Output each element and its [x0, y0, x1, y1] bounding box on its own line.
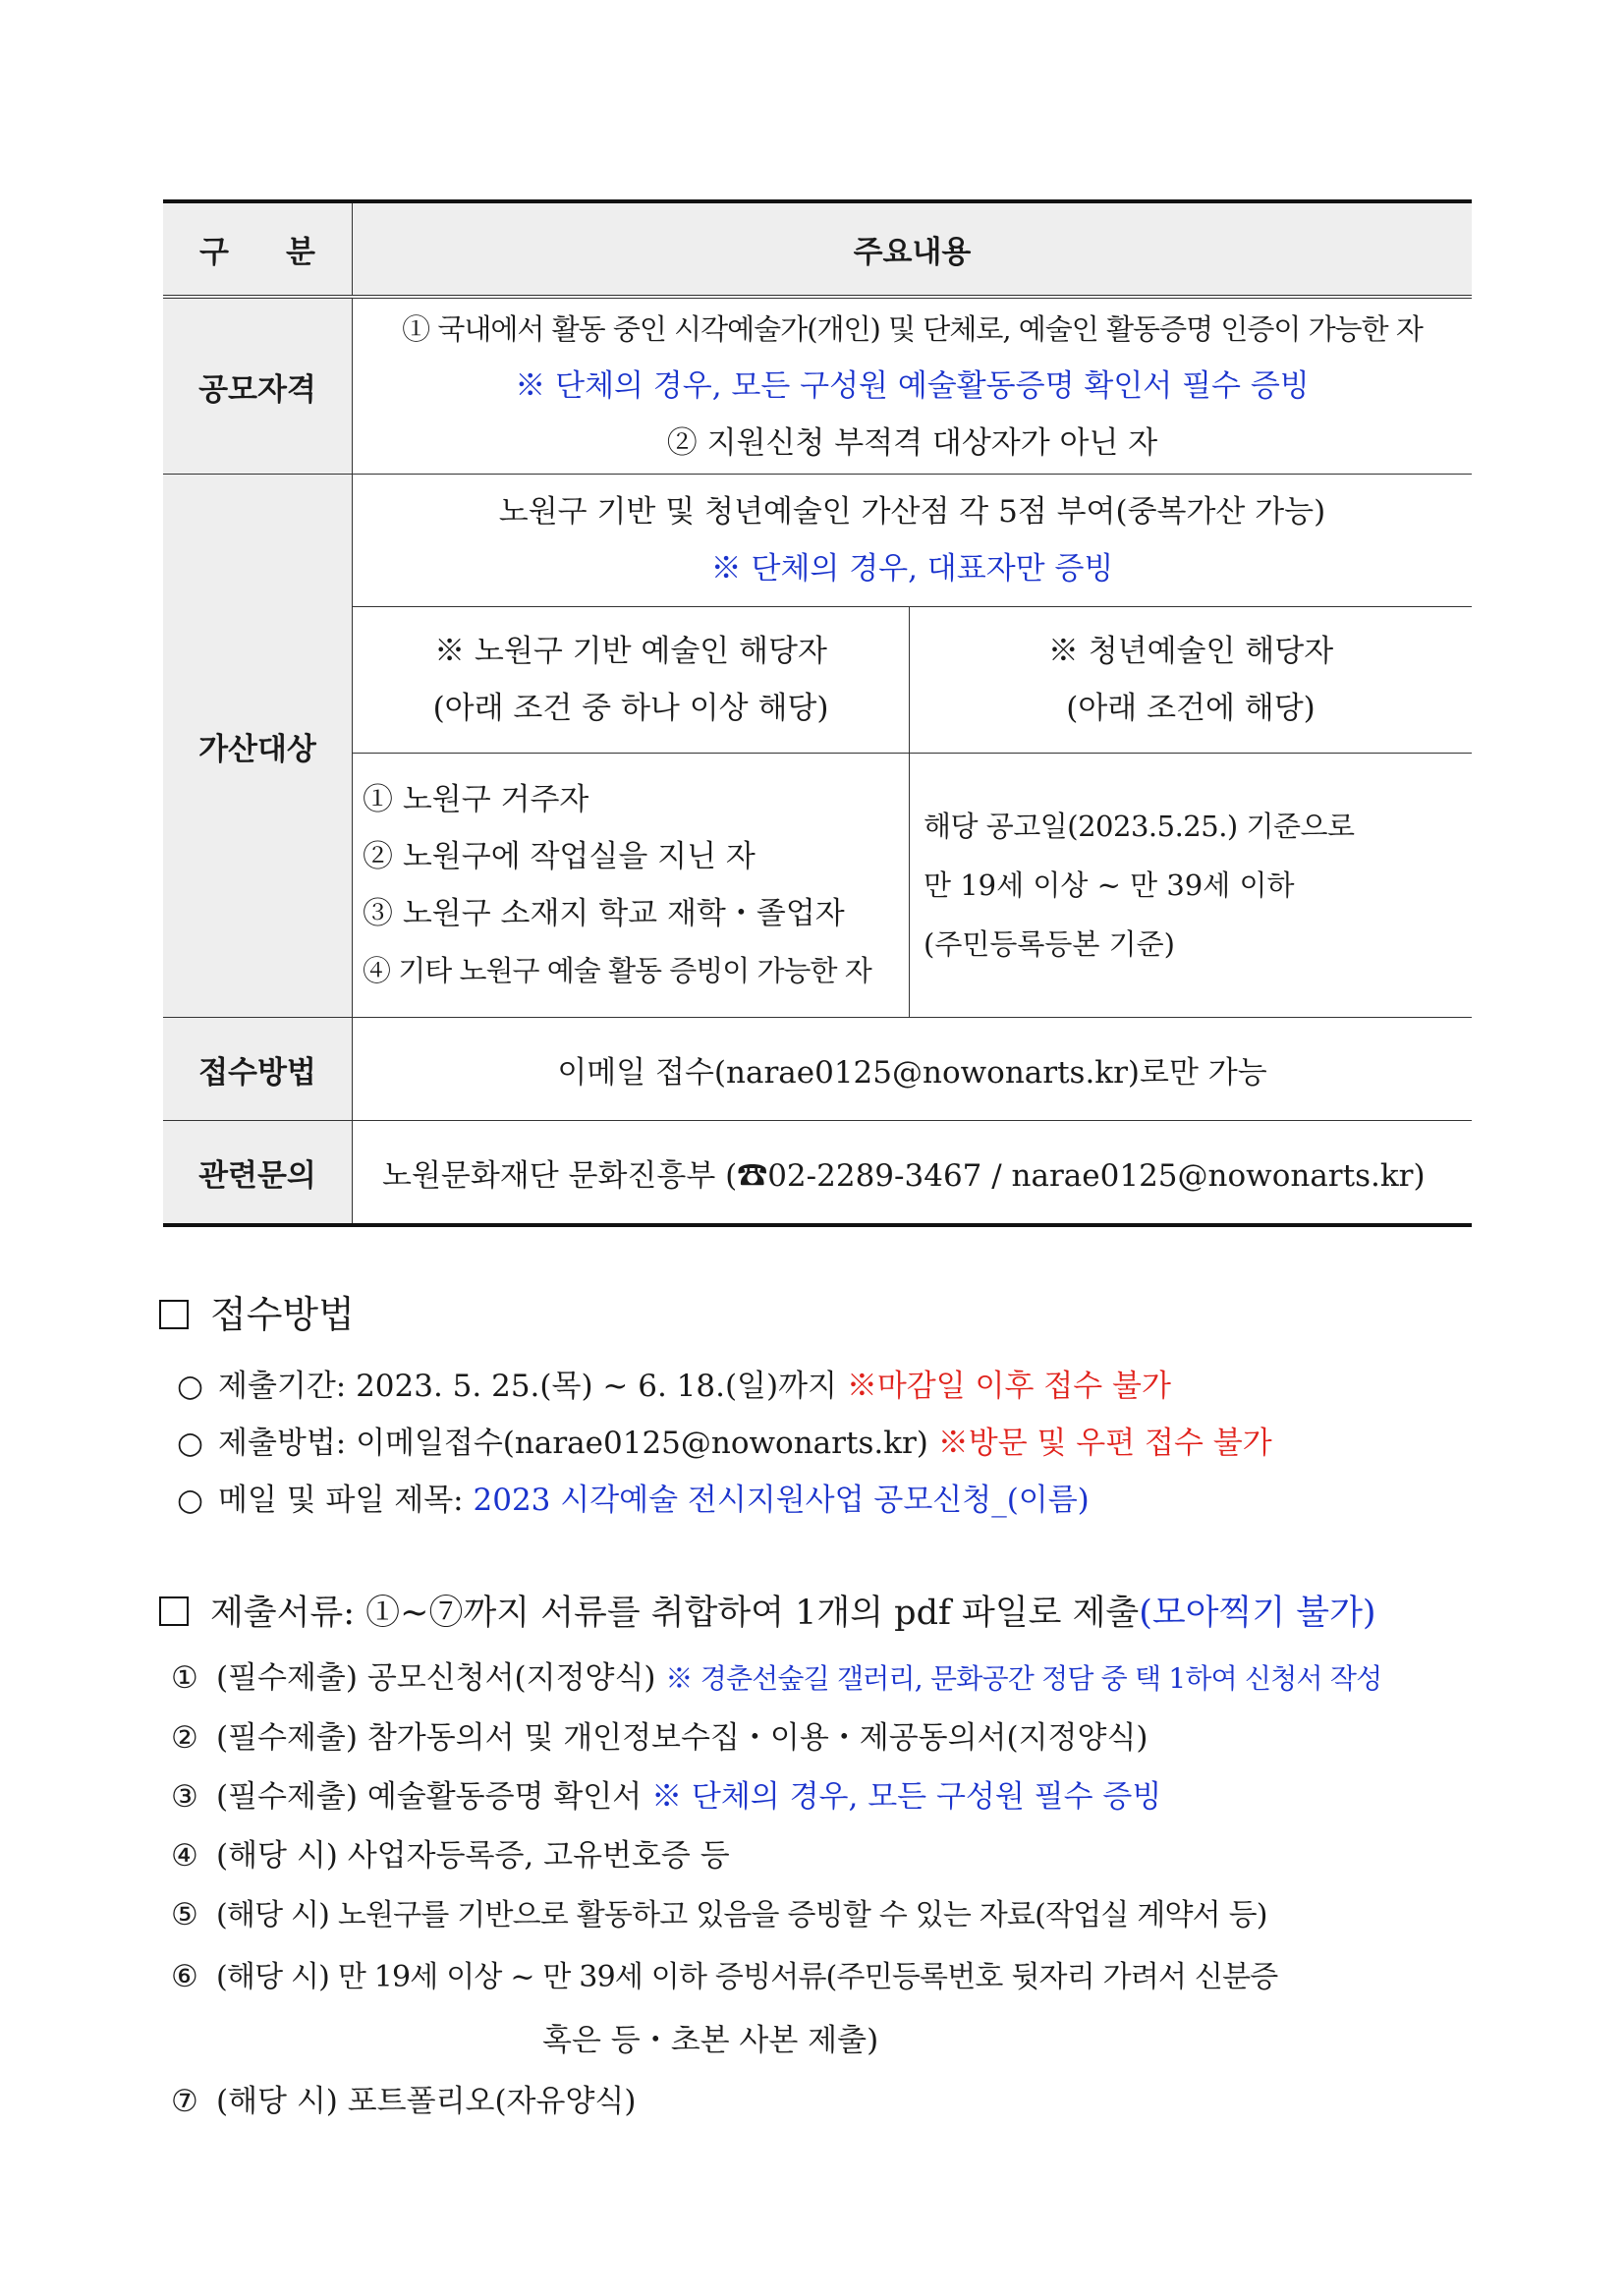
bonus-note: ※ 단체의 경우, 대표자만 증빙	[710, 551, 1114, 587]
receipt-item-warning: ※방문 및 우편 접수 불가	[937, 1426, 1272, 1461]
document-number: ①	[171, 1660, 198, 1696]
document-number: ④	[171, 1838, 198, 1874]
receipt-item-title-format: 2023 시각예술 전시지원사업 공모신청_(이름)	[473, 1483, 1090, 1518]
receipt-item	[159, 1358, 1476, 1415]
document-number: ⑦	[171, 2084, 198, 2119]
inquiry-label: 관련문의	[163, 1121, 353, 1226]
circle-bullet-icon: ○	[177, 1426, 204, 1461]
list-item: 만 19세 이상 ~ 만 39세 이하	[924, 868, 1295, 902]
circle-bullet-icon: ○	[177, 1483, 204, 1518]
bonus-right-header	[910, 607, 1473, 754]
method-row	[163, 1018, 1472, 1121]
bonus-row	[163, 475, 1472, 607]
inquiry-row	[163, 1121, 1472, 1226]
document-text: (해당 시) 사업자등록증, 고유번호증 등	[216, 1838, 730, 1874]
receipt-item	[159, 1472, 1476, 1529]
document-number: ⑥	[171, 1959, 198, 1994]
document-text: (해당 시) 노원구를 기반으로 활동하고 있음을 증빙할 수 있는 자료(작업실 계약서 등)	[216, 1898, 1267, 1932]
eligibility-row	[163, 297, 1472, 475]
receipt-item-text: 메일 및 파일 제목:	[218, 1483, 464, 1518]
bonus-summary	[353, 475, 1473, 607]
receipt-item-text: 제출기간: 2023. 5. 25.(목) ~ 6. 18.(일)까지	[218, 1369, 837, 1404]
header-content: 주요내용	[353, 201, 1473, 297]
document-item	[159, 1826, 1476, 1885]
document-text: (해당 시) 만 19세 이상 ~ 만 39세 이하 증빙서류(주민등록번호 뒷자리 가려서 신분증	[216, 1960, 1278, 1994]
header-category-char2: 분	[286, 235, 315, 270]
document-text: (필수제출) 참가동의서 및 개인정보수집・이용・제공동의서(지정양식)	[216, 1720, 1148, 1756]
checkbox-icon	[159, 1300, 189, 1329]
document-item	[159, 1885, 1476, 1945]
receipt-item-text: 제출방법: 이메일접수(narae0125@nowonarts.kr)	[218, 1426, 928, 1461]
bonus-left-list	[353, 754, 910, 1018]
receipt-section	[159, 1287, 1476, 1529]
table-header-row	[163, 201, 1472, 297]
eligibility-line-2: ② 지원신청 부적격 대상자가 아닌 자	[666, 425, 1158, 461]
list-item: (주민등록등본 기준)	[924, 927, 1175, 961]
receipt-title-line	[159, 1287, 1476, 1342]
method-text: 이메일 접수(narae0125@nowonarts.kr)로만 가능	[353, 1018, 1473, 1121]
document-note: ※ 경춘선숲길 갤러리, 문화공간 정담 중 택 1하여 신청서 작성	[665, 1662, 1382, 1695]
list-item: ④ 기타 노원구 예술 활동 증빙이 가능한 자	[363, 954, 871, 987]
document-item	[159, 1945, 1476, 2009]
list-item: ② 노원구에 작업실을 지닌 자	[363, 839, 756, 874]
receipt-item	[159, 1415, 1476, 1472]
bonus-right-head-1: ※ 청년예술인 해당자	[1047, 634, 1334, 669]
checkbox-icon	[159, 1596, 189, 1626]
bonus-subheader-row	[163, 607, 1472, 754]
document-number: ②	[171, 1720, 198, 1756]
document-item	[159, 1649, 1476, 1708]
documents-title-line	[159, 1586, 1476, 1641]
inquiry-text: 노원문화재단 문화진흥부 (☎02-2289-3467 / narae0125@nowonarts.kr)	[353, 1121, 1473, 1226]
documents-title: 제출서류: ①~⑦까지 서류를 취합하여 1개의 pdf 파일로 제출	[210, 1594, 1140, 1633]
header-category	[163, 201, 353, 297]
document-item	[159, 1708, 1476, 1767]
bonus-right-head-2: (아래 조건에 해당)	[1066, 691, 1316, 726]
eligibility-note: ※ 단체의 경우, 모든 구성원 예술활동증명 확인서 필수 증빙	[515, 368, 1310, 404]
eligibility-line-1: ① 국내에서 활동 중인 시각예술가(개인) 및 단체로, 예술인 활동증명 인증이 가능한 자	[402, 312, 1423, 346]
list-item: ① 노원구 거주자	[363, 782, 589, 817]
document-text: (해당 시) 포트폴리오(자유양식)	[216, 2084, 637, 2119]
document-item	[159, 1767, 1476, 1826]
document-item-continuation: 혹은 등・초본 사본 제출)	[542, 2023, 879, 2058]
eligibility-content	[353, 297, 1473, 475]
document-number: ③	[171, 1779, 198, 1815]
document-note: ※ 단체의 경우, 모든 구성원 필수 증빙	[651, 1779, 1162, 1815]
document-number: ⑤	[171, 1897, 198, 1932]
list-item: 해당 공고일(2023.5.25.) 기준으로	[924, 810, 1355, 843]
documents-title-note: (모아찍기 불가)	[1139, 1594, 1376, 1633]
bonus-label: 가산대상	[163, 475, 353, 1018]
bonus-left-header	[353, 607, 910, 754]
circle-bullet-icon: ○	[177, 1369, 204, 1404]
document-item	[159, 2072, 1476, 2131]
bonus-left-head-2: (아래 조건 중 하나 이상 해당)	[432, 691, 829, 726]
header-category-char1: 구	[199, 235, 229, 270]
info-table	[163, 199, 1472, 1227]
method-label: 접수방법	[163, 1018, 353, 1121]
bonus-left-head-1: ※ 노원구 기반 예술인 해당자	[434, 634, 827, 669]
documents-section	[159, 1586, 1476, 2131]
receipt-item-warning: ※마감일 이후 접수 불가	[846, 1369, 1171, 1404]
bonus-right-list	[910, 754, 1473, 1018]
bonus-detail-row	[163, 754, 1472, 1018]
bonus-line-1: 노원구 기반 및 청년예술인 가산점 각 5점 부여(중복가산 가능)	[498, 494, 1326, 530]
document-text: (필수제출) 공모신청서(지정양식)	[216, 1660, 656, 1696]
document-text: (필수제출) 예술활동증명 확인서	[216, 1779, 643, 1815]
receipt-title: 접수방법	[210, 1293, 355, 1336]
eligibility-label: 공모자격	[163, 297, 353, 475]
list-item: ③ 노원구 소재지 학교 재학・졸업자	[363, 896, 845, 931]
